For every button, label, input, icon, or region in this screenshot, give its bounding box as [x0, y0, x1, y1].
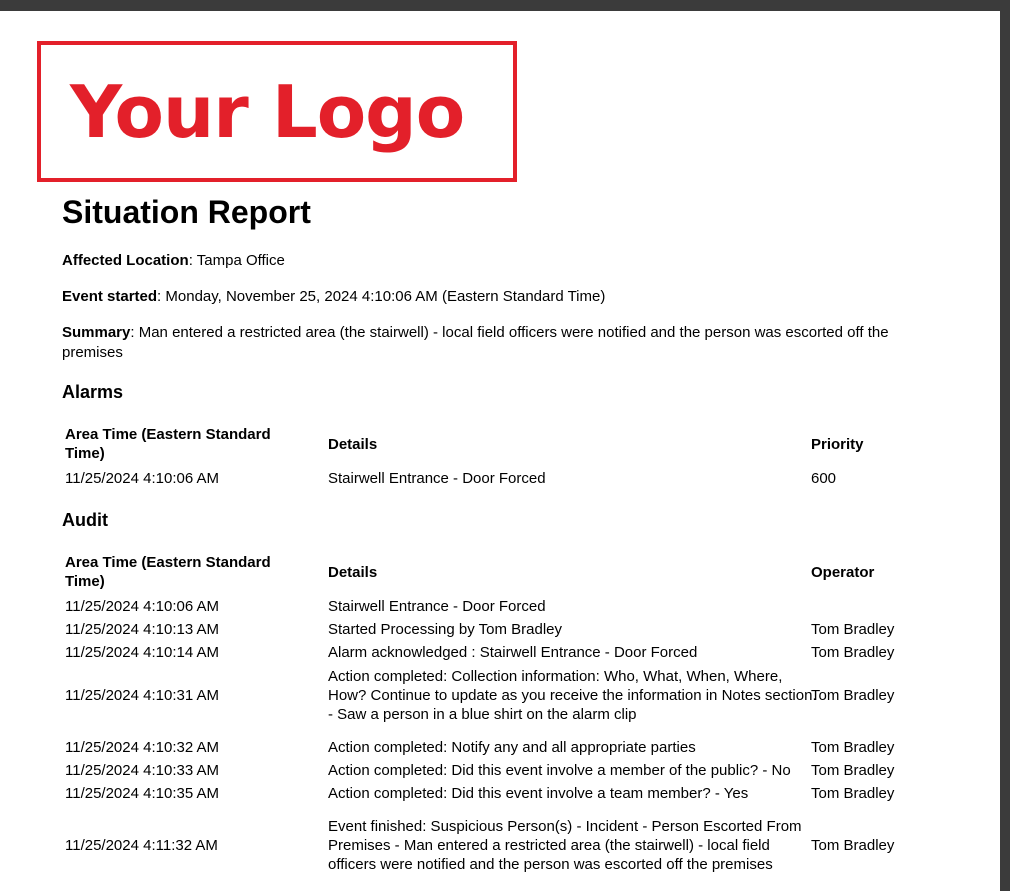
table-row [65, 641, 945, 664]
audit-operator: Tom Bradley [811, 621, 895, 638]
audit-col-details: Details [328, 563, 378, 581]
audit-header-row [65, 551, 945, 593]
table-row [65, 618, 945, 641]
affected-location-value: Tampa Office [196, 252, 285, 269]
alarm-time: 11/25/2024 4:10:06 AM [65, 470, 220, 487]
alarm-priority: 600 [811, 470, 837, 487]
table-row [65, 467, 945, 490]
audit-details: Alarm acknowledged : Stairwell Entrance - Door Forced [328, 644, 698, 661]
viewer-scrollbar[interactable] [1000, 0, 1010, 891]
table-row [65, 759, 945, 782]
logo-placeholder [37, 41, 517, 182]
audit-details: Started Processing by Tom Bradley [328, 621, 563, 638]
report-page [0, 11, 1000, 891]
table-row [65, 782, 945, 805]
audit-operator: Tom Bradley [811, 644, 895, 661]
audit-time: 11/25/2024 4:10:31 AM [65, 686, 220, 704]
audit-details: Action completed: Did this event involve a team member? - Yes [328, 785, 749, 802]
alarms-col-priority: Priority [811, 435, 864, 453]
alarms-heading: Alarms [62, 382, 124, 402]
audit-operator: Tom Bradley [811, 836, 895, 854]
audit-operator: Tom Bradley [811, 739, 895, 756]
logo-text: Your Logo [70, 70, 465, 154]
audit-details: Event finished: Suspicious Person(s) - Incident - Person Escorted From Premises - Man entered a restricted area (the stairwell) - local field officers were notified and the person was escorted off the premises [328, 817, 802, 873]
event-started-label: Event started [62, 288, 158, 305]
table-row [65, 736, 945, 759]
audit-heading: Audit [62, 510, 108, 530]
audit-operator: Tom Bradley [811, 785, 895, 802]
summary: Summary: Man entered a restricted area (the stairwell) - local field officers were notified and the person was escorted off the premises [62, 324, 889, 361]
audit-time: 11/25/2024 4:11:32 AM [65, 836, 218, 854]
alarms-col-details: Details [328, 435, 378, 453]
viewer-top-border [0, 0, 1010, 11]
audit-time: 11/25/2024 4:10:32 AM [65, 739, 220, 756]
audit-operator: Tom Bradley [811, 686, 895, 704]
audit-col-operator: Operator [811, 563, 875, 581]
affected-location-label: Affected Location [62, 252, 189, 269]
audit-col-area-time: Area Time (Eastern Standard Time) [65, 554, 271, 590]
report-title: Situation Report [62, 194, 311, 230]
alarms-col-area-time: Area Time (Eastern Standard Time) [65, 426, 271, 462]
audit-details: Action completed: Did this event involve a member of the public? - No [328, 762, 791, 779]
audit-operator: Tom Bradley [811, 762, 895, 779]
summary-label: Summary [62, 324, 131, 341]
audit-details: Action completed: Notify any and all appropriate parties [328, 739, 696, 756]
table-row [65, 595, 945, 618]
affected-location: Affected Location: Tampa Office [62, 252, 285, 269]
summary-value: Man entered a restricted area (the stairwell) - local field officers were notified and the person was escorted off the premises [62, 324, 889, 361]
audit-time: 11/25/2024 4:10:06 AM [65, 598, 220, 615]
alarms-header-row [65, 423, 945, 465]
table-row [65, 664, 945, 726]
audit-details: Action completed: Collection information: Who, What, When, Where, How? Continue to update as you receive the information in Notes section. - Saw a person in a blue shirt on the alarm clip [328, 667, 817, 723]
audit-operator [811, 595, 941, 618]
audit-details: Stairwell Entrance - Door Forced [328, 598, 546, 615]
audit-time: 11/25/2024 4:10:13 AM [65, 621, 220, 638]
audit-time: 11/25/2024 4:10:33 AM [65, 762, 220, 779]
event-started: Event started: Monday, November 25, 2024 4:10:06 AM (Eastern Standard Time) [62, 288, 606, 305]
audit-time: 11/25/2024 4:10:35 AM [65, 785, 220, 802]
audit-time: 11/25/2024 4:10:14 AM [65, 644, 220, 661]
event-started-value: Monday, November 25, 2024 4:10:06 AM (Eastern Standard Time) [165, 288, 606, 305]
alarm-details: Stairwell Entrance - Door Forced [328, 470, 546, 487]
table-row [65, 807, 945, 883]
